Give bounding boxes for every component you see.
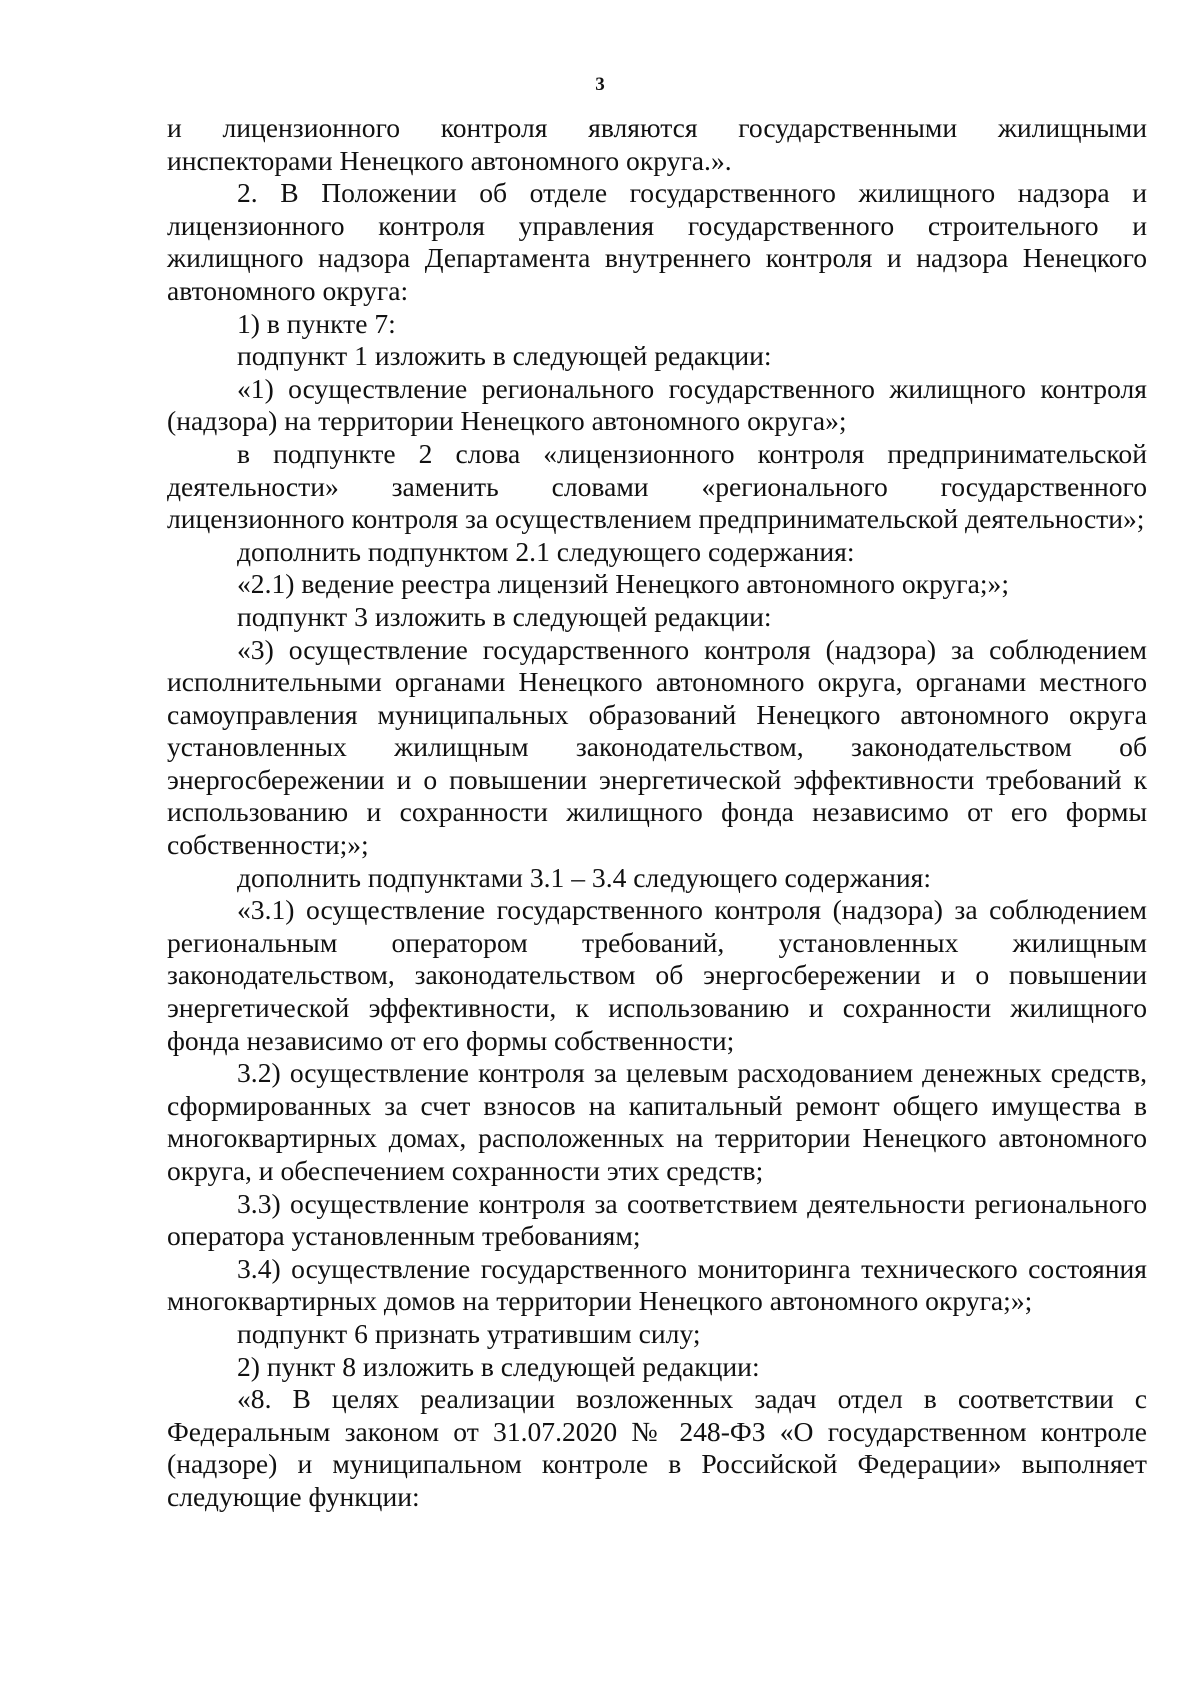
paragraph-1: и лицензионного контроля являются государственными жилищными инспекторами Ненецкого автономного округа.».: [167, 112, 1147, 176]
paragraph-6: в подпункте 2 слова «лицензионного контроля предпринимательской деятельности» заменить словами «регионального государственного лицензионного контроля за осуществлением предпринимательской деятельности»;: [167, 437, 1147, 535]
paragraph-2: 2. В Положении об отделе государственного жилищного надзора и лицензионного контроля управления государственного строительного и жилищного надзора Департамента внутреннего контроля и надзора Ненецкого автономного округа:: [167, 177, 1147, 306]
paragraph-14: 3.3) осуществление контроля за соответствием деятельности регионального оператора установленным требованиям;: [167, 1187, 1147, 1252]
paragraph-11: дополнить подпунктами 3.1 – 3.4 следующего содержания:: [237, 861, 932, 893]
paragraph-9: подпункт 3 изложить в следующей редакции:: [237, 600, 772, 632]
paragraph-15: 3.4) осуществление государственного мониторинга технического состояния многоквартирных домов на территории Ненецкого автономного округа;»;: [167, 1252, 1147, 1317]
paragraph-13: 3.2) осуществление контроля за целевым расходованием денежных средств, сформированных за счет взносов на капитальный ремонт общего имущества в многоквартирных домах, расположенных на территории Ненецкого автономного округа, и обеспечением сохранности этих средств;: [167, 1057, 1147, 1186]
paragraph-12: «3.1) осуществление государственного контроля (надзора) за соблюдением региональным оператором требований, установленных жилищным законодательством, законодательством об энергосбережении и о повышении энергетической эффективности, к использованию и сохранности жилищного фонда независимо от его формы собственности;: [167, 894, 1147, 1056]
paragraph-17: 2) пункт 8 изложить в следующей редакции:: [237, 1350, 760, 1382]
paragraph-8: «2.1) ведение реестра лицензий Ненецкого автономного округа;»;: [237, 568, 1009, 600]
document-body: [167, 112, 1147, 1514]
paragraph-7: дополнить подпунктом 2.1 следующего содержания:: [237, 535, 855, 567]
paragraph-16: подпункт 6 признать утратившим силу;: [237, 1317, 701, 1349]
paragraph-10: «3) осуществление государственного контроля (надзора) за соблюдением исполнительными органами Ненецкого автономного округа, органами местного самоуправления муниципальных образований Ненецкого автономного округа установленных жилищным законодательством, законодательством об энергосбережении и о повышении энергетической эффективности требований к использованию и сохранности жилищного фонда независимо от его формы собственности;»;: [167, 633, 1147, 861]
page-number: 3: [595, 74, 605, 95]
paragraph-3: 1) в пункте 7:: [237, 307, 396, 339]
paragraph-18: «8. В целях реализации возложенных задач отдел в соответствии с Федеральным законом от 31.07.2020 № 248-ФЗ «О государственном контроле (надзоре) и муниципальном контроле в Российской Федерации» выполняет следующие функции:: [167, 1383, 1147, 1512]
paragraph-5: «1) осуществление регионального государственного жилищного контроля (надзора) на территории Ненецкого автономного округа»;: [167, 372, 1147, 437]
paragraph-4: подпункт 1 изложить в следующей редакции:: [237, 340, 772, 372]
